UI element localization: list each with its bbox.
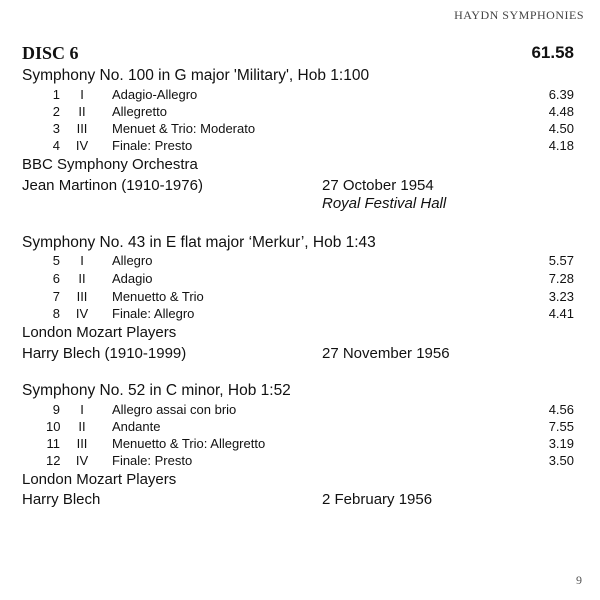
track-number: 9 <box>52 402 60 417</box>
track-title: Menuet & Trio: Moderato <box>112 121 256 136</box>
track-row <box>22 453 574 470</box>
track-title: Allegro assai con brio <box>112 402 237 417</box>
track-duration: 4.56 <box>548 402 574 417</box>
track-duration: 3.19 <box>548 436 574 451</box>
track-number: 7 <box>52 289 60 304</box>
track-title: Andante <box>112 419 161 434</box>
header-title: HAYDN SYMPHONIES <box>454 8 584 22</box>
page-number: 9 <box>576 573 582 587</box>
track-row <box>22 253 574 270</box>
work-block <box>22 67 574 217</box>
track-title: Menuetto & Trio: Allegretto <box>112 436 266 451</box>
track-duration: 3.50 <box>548 453 574 468</box>
track-title: Menuetto & Trio <box>112 289 204 304</box>
movement-number: IV <box>75 453 89 468</box>
track-number: 5 <box>52 253 60 268</box>
track-number: 1 <box>52 87 60 102</box>
movement-number: I <box>80 87 84 102</box>
conductor: Harry Blech <box>22 491 101 508</box>
movement-number: I <box>80 402 84 417</box>
track-row <box>22 104 574 121</box>
track-row <box>22 138 574 155</box>
track-duration: 6.39 <box>548 87 574 102</box>
orchestra: BBC Symphony Orchestra <box>22 156 198 173</box>
track-number: 8 <box>52 306 60 321</box>
track-row <box>22 402 574 419</box>
track-duration: 4.18 <box>548 138 574 153</box>
disc-heading <box>22 43 574 65</box>
track-duration: 4.48 <box>548 104 574 119</box>
disc-label: DISC 6 <box>22 43 79 63</box>
work-title: Symphony No. 43 in E flat major ‘Merkur’, Hob 1:43 <box>22 234 376 251</box>
recording-date: 27 October 1954 <box>322 177 434 194</box>
track-row <box>22 289 574 306</box>
track-title: Finale: Allegro <box>112 306 195 321</box>
track-row <box>22 419 574 436</box>
movement-number: III <box>76 121 88 136</box>
track-number: 3 <box>52 121 60 136</box>
track-duration: 4.50 <box>548 121 574 136</box>
track-duration: 7.28 <box>548 271 574 286</box>
track-duration: 4.41 <box>548 306 574 321</box>
track-number: 6 <box>52 271 60 286</box>
orchestra: London Mozart Players <box>22 324 177 341</box>
track-number: 10 <box>46 419 61 434</box>
track-title: Adagio-Allegro <box>112 87 198 102</box>
track-title: Finale: Presto <box>112 453 193 468</box>
movement-number: I <box>80 253 84 268</box>
track-number: 2 <box>52 104 60 119</box>
work-title: Symphony No. 52 in C minor, Hob 1:52 <box>22 382 291 399</box>
disc-total-duration: 61.58 <box>531 43 574 62</box>
track-row <box>22 436 574 453</box>
work-block <box>22 234 574 366</box>
track-number: 4 <box>52 138 60 153</box>
movement-number: IV <box>75 138 89 153</box>
track-number: 11 <box>46 436 60 451</box>
track-number: 12 <box>46 453 61 468</box>
movement-number: III <box>76 436 88 451</box>
track-row <box>22 121 574 138</box>
track-duration: 7.55 <box>548 419 574 434</box>
track-title: Adagio <box>112 271 153 286</box>
work-title: Symphony No. 100 in G major 'Military', Hob 1:100 <box>22 67 370 84</box>
orchestra: London Mozart Players <box>22 471 177 488</box>
recording-venue: Royal Festival Hall <box>322 195 447 212</box>
recording-date: 2 February 1956 <box>322 491 433 508</box>
track-duration: 5.57 <box>548 253 574 268</box>
movement-number: III <box>76 289 88 304</box>
movement-number: II <box>78 271 86 286</box>
movement-number: II <box>78 419 86 434</box>
movement-number: II <box>78 104 86 119</box>
track-title: Finale: Presto <box>112 138 193 153</box>
track-duration: 3.23 <box>548 289 574 304</box>
track-row <box>22 306 574 323</box>
track-title: Allegretto <box>112 104 167 119</box>
conductor: Jean Martinon (1910-1976) <box>22 177 203 194</box>
conductor: Harry Blech (1910-1999) <box>22 345 187 362</box>
work-block <box>22 382 574 514</box>
track-row <box>22 87 574 104</box>
movement-number: IV <box>75 306 89 321</box>
recording-date: 27 November 1956 <box>322 345 450 362</box>
track-title: Allegro <box>112 253 153 268</box>
track-row <box>22 271 574 288</box>
